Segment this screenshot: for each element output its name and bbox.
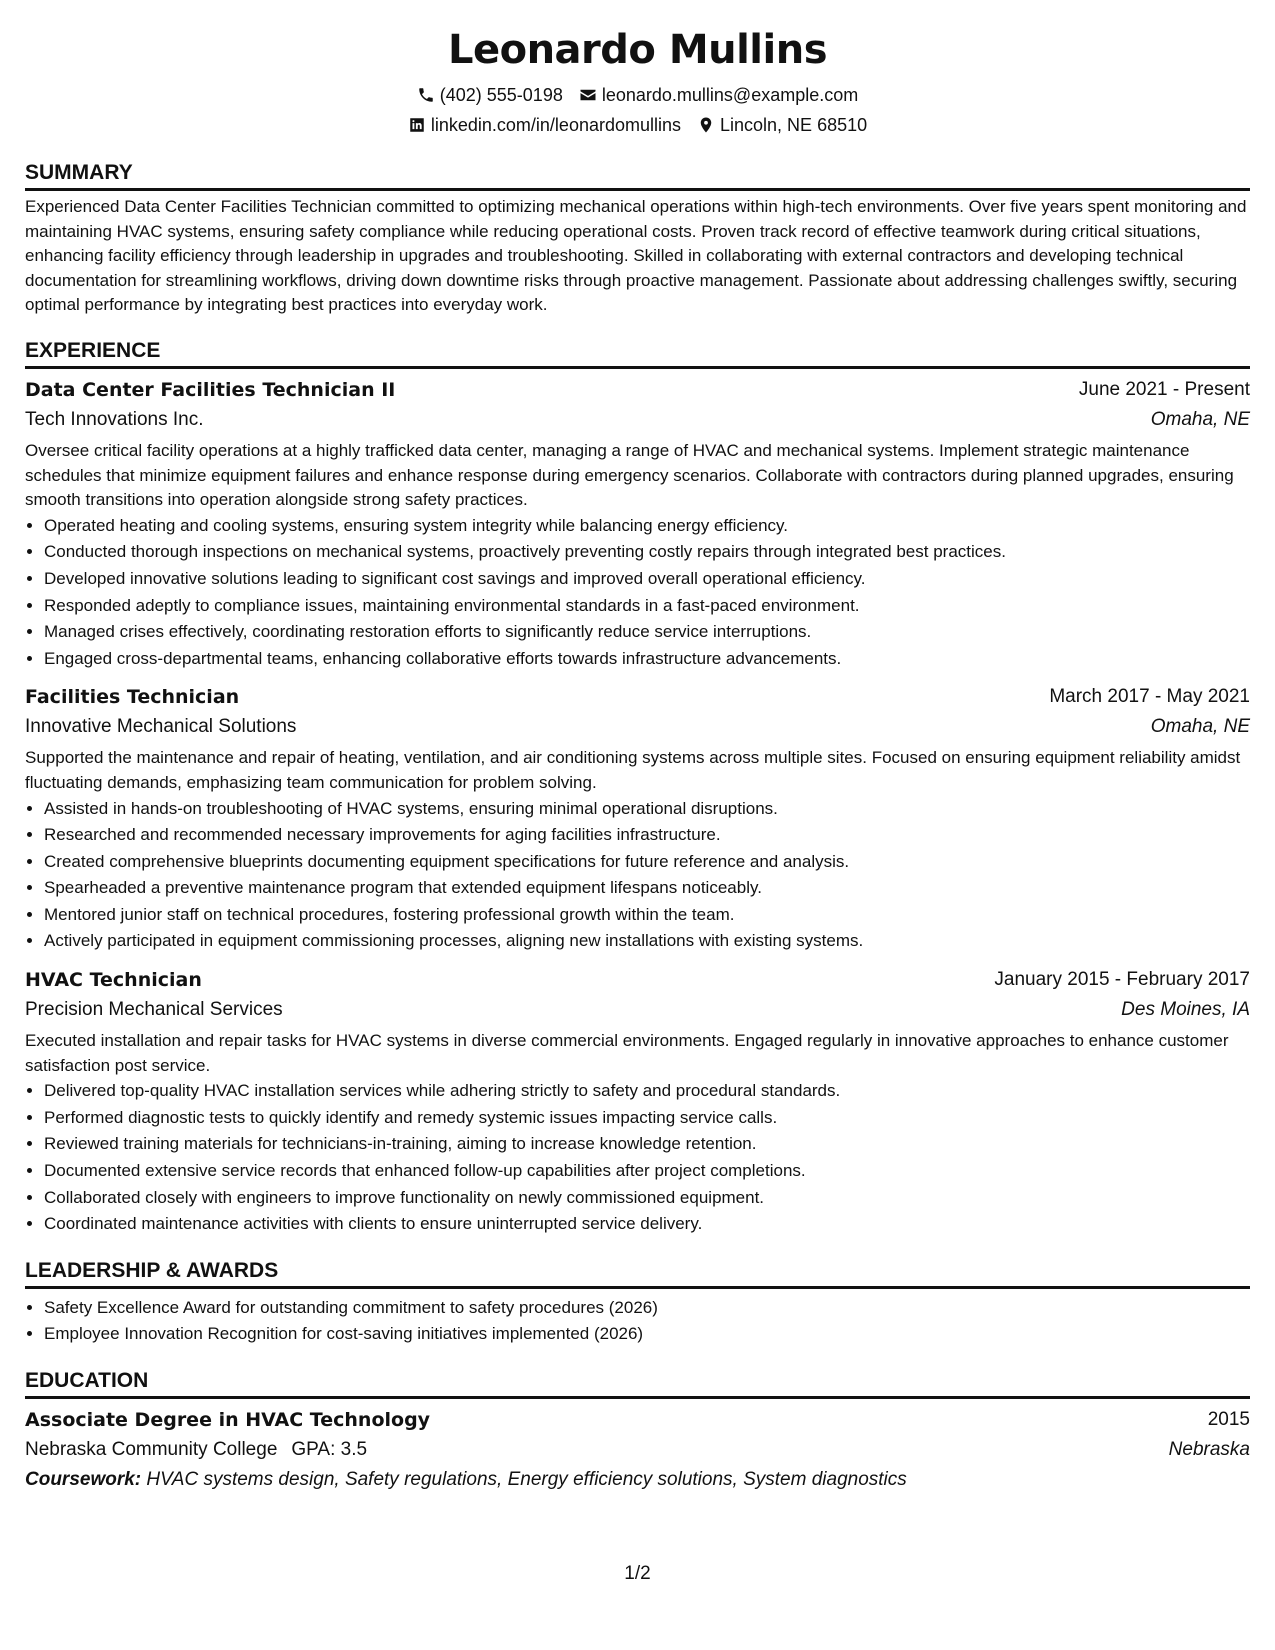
list-item: • Conducted thorough inspections on mechanical systems, proactively preventing costly repairs through integrated best practices. [44, 539, 1250, 566]
job-dates: January 2015 - February 2017 [994, 969, 1250, 991]
list-item: • Assisted in hands-on troubleshooting of HVAC systems, ensuring minimal operational disruptions. [44, 796, 1250, 823]
list-item: • Responded adeptly to compliance issues, maintaining environmental standards in a fast-paced environment. [44, 593, 1250, 620]
job-bullets [25, 796, 1250, 956]
summary-text: Experienced Data Center Facilities Technician committed to optimizing mechanical operations within high-tech environments. Over five years spent monitoring and maintaining HVAC systems, ensuring safety compliance while reducing operational costs. Proven track record of effective teamwork during critical situations, enhancing facility efficiency through leadership in upgrades and troubleshooting. Skilled in collaborating with external contractors and developing technical documentation for streamlining workflows, driving down downtime risks through proactive management. Passionate about addressing challenges swiftly, securing optimal performance by integrating best practices into everyday work. [25, 197, 1247, 315]
education-school-line [25, 1435, 367, 1465]
job-company: Precision Mechanical Services [25, 999, 283, 1021]
list-item: • Created comprehensive blueprints documenting equipment specifications for future reference and analysis. [44, 849, 1250, 876]
job-subheader [25, 995, 1250, 1025]
list-item: • Coordinated maintenance activities with clients to ensure uninterrupted service delivery. [44, 1211, 1250, 1238]
job-entry [25, 682, 1250, 955]
list-item: • Collaborated closely with engineers to improve functionality on newly commissioned equipment. [44, 1185, 1250, 1212]
job-location: Des Moines, IA [1121, 999, 1250, 1021]
email-contact[interactable] [579, 80, 858, 110]
job-dates: June 2021 - Present [1078, 378, 1250, 400]
coursework-line [25, 1465, 1250, 1495]
education-section [25, 1366, 1250, 1495]
list-item: • Actively participated in equipment commissioning processes, aligning new installations with existing systems. [44, 928, 1250, 955]
list-item: • Spearheaded a preventive maintenance program that extended equipment lifespans noticeably. [44, 875, 1250, 902]
job-location: Omaha, NE [1150, 716, 1250, 738]
list-item: • Safety Excellence Award for outstanding commitment to safety procedures (2026) [44, 1295, 1250, 1322]
list-item: • Developed innovative solutions leading to significant cost savings and improved overall operational efficiency. [44, 566, 1250, 593]
linkedin-link[interactable]: linkedin.com/in/leonardomullins [430, 115, 682, 135]
job-header [25, 682, 1250, 712]
awards-list [25, 1295, 1250, 1348]
list-item: • Mentored junior staff on technical procedures, fostering professional growth within the team. [44, 902, 1250, 929]
list-item: • Managed crises effectively, coordinating restoration efforts to significantly reduce service interruptions. [44, 619, 1250, 646]
list-item: • Documented extensive service records that enhanced follow-up capabilities after project completions. [44, 1158, 1250, 1185]
education-location: Nebraska [1168, 1439, 1250, 1460]
list-item: • Performed diagnostic tests to quickly identify and remedy systemic issues impacting service calls. [44, 1105, 1250, 1132]
job-description: Supported the maintenance and repair of heating, ventilation, and air conditioning systems across multiple sites. Focused on ensuring equipment reliability amidst fluctuating demands, emphasizing team communication for problem solving. [25, 748, 1241, 792]
list-item: • Operated heating and cooling systems, ensuring system integrity while balancing energy efficiency. [44, 513, 1250, 540]
education-heading: EDUCATION [25, 1366, 1250, 1399]
awards-heading: LEADERSHIP & AWARDS [25, 1256, 1250, 1289]
experience-section [25, 336, 1250, 1238]
page-number: 1/2 [624, 1563, 651, 1584]
summary-section [25, 158, 1250, 318]
job-subheader [25, 405, 1250, 435]
education-header [25, 1405, 1250, 1435]
candidate-name: Leonardo Mullins [447, 27, 828, 73]
job-entry [25, 375, 1250, 672]
phone-icon [417, 86, 435, 104]
envelope-icon [579, 86, 597, 104]
phone-contact [417, 80, 563, 110]
job-description: Executed installation and repair tasks for HVAC systems in diverse commercial environments. Engaged regularly in innovative approaches to enhance customer satisfaction post service. [25, 1031, 1229, 1075]
job-company: Tech Innovations Inc. [25, 408, 204, 430]
contact-line-1 [25, 80, 1250, 110]
job-bullets [25, 1078, 1250, 1238]
job-company: Innovative Mechanical Solutions [25, 716, 297, 738]
job-header [25, 965, 1250, 995]
job-title: HVAC Technician [25, 969, 202, 992]
list-item: • Delivered top-quality HVAC installation services while adhering strictly to safety and procedural standards. [44, 1078, 1250, 1105]
list-item: • Engaged cross-departmental teams, enhancing collaborative efforts towards infrastructure advancements. [44, 646, 1250, 673]
degree-title: Associate Degree in HVAC Technology [25, 1409, 431, 1431]
job-location: Omaha, NE [1150, 408, 1250, 430]
education-entry [25, 1405, 1250, 1495]
education-year: 2015 [1207, 1409, 1250, 1430]
job-description: Oversee critical facility operations at a highly trafficked data center, managing a range of HVAC and mechanical systems. Implement strategic maintenance schedules that minimize equipment failures and enhance response during emergency scenarios. Collaborate with contractors during planned upgrades, ensuring smooth transitions into operation alongside strong safety practices. [25, 440, 1234, 510]
location-contact [697, 110, 867, 140]
phone-text: (402) 555-0198 [439, 85, 563, 105]
awards-section [25, 1256, 1250, 1348]
email-link[interactable]: leonardo.mullins@example.com [601, 85, 859, 105]
school-name: Nebraska Community College [25, 1439, 278, 1460]
job-subheader [25, 712, 1250, 742]
summary-heading: SUMMARY [25, 158, 1250, 191]
experience-heading: EXPERIENCE [25, 336, 1250, 369]
location-text: Lincoln, NE 68510 [720, 115, 868, 135]
job-title: Data Center Facilities Technician II [25, 378, 396, 401]
job-title: Facilities Technician [25, 686, 240, 709]
job-entry [25, 965, 1250, 1238]
coursework-text: HVAC systems design, Safety regulations, Energy efficiency solutions, System diagnostics [146, 1469, 907, 1490]
contact-line-2 [25, 110, 1250, 140]
gpa: GPA: 3.5 [291, 1439, 368, 1460]
coursework-label: Coursework: [25, 1469, 142, 1490]
map-pin-icon [697, 116, 715, 134]
job-bullets [25, 513, 1250, 673]
resume-page [25, 20, 1250, 1495]
job-dates: March 2017 - May 2021 [1049, 686, 1250, 708]
list-item: • Researched and recommended necessary improvements for aging facilities infrastructure. [44, 822, 1250, 849]
job-header [25, 375, 1250, 405]
linkedin-contact[interactable] [408, 110, 681, 140]
linkedin-icon [408, 116, 426, 134]
list-item: • Reviewed training materials for technicians-in-training, aiming to increase knowledge retention. [44, 1131, 1250, 1158]
list-item: • Employee Innovation Recognition for cost-saving initiatives implemented (2026) [44, 1321, 1250, 1348]
education-subheader [25, 1435, 1250, 1465]
